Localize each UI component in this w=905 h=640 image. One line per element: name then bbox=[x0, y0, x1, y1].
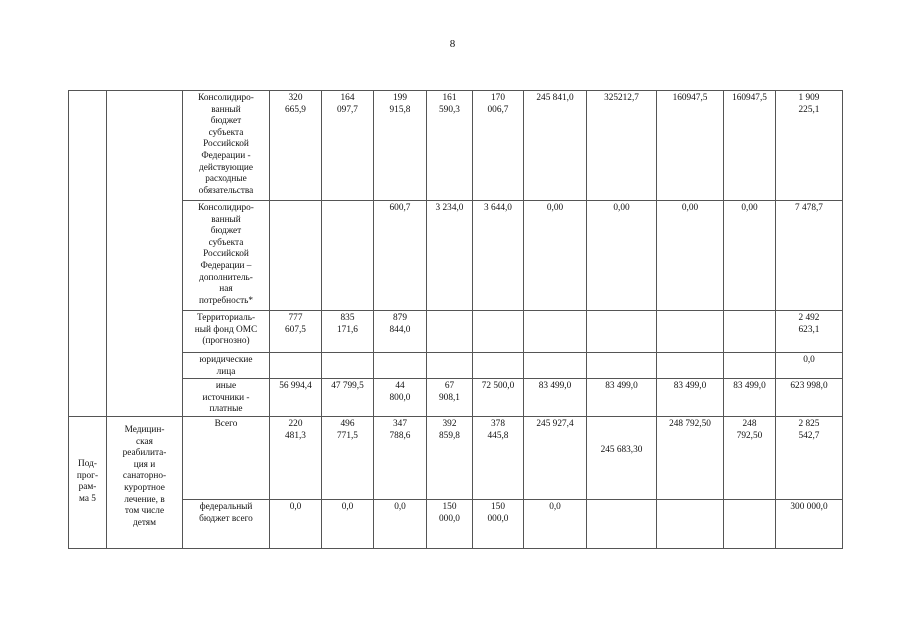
value-cell-line: 160947,5 bbox=[732, 93, 767, 103]
value-cell-line: 788,6 bbox=[389, 430, 411, 441]
value-cell-line: 47 799,5 bbox=[331, 381, 364, 392]
value-cell bbox=[374, 91, 427, 201]
value-cell-line: 378 bbox=[491, 418, 505, 429]
value-cell bbox=[587, 311, 657, 353]
subprogram-name-cell-line: реабилита- bbox=[122, 448, 167, 459]
value-cell-line: 2 825 bbox=[798, 418, 820, 429]
value-cell bbox=[776, 499, 843, 548]
value-cell-line: 0,0 bbox=[549, 501, 561, 512]
value-cell-line: 199 bbox=[393, 93, 407, 103]
value-cell bbox=[587, 201, 657, 311]
value-cell-line: 0,0 bbox=[289, 501, 302, 512]
subprogram-name-cell bbox=[107, 91, 183, 417]
value-cell-line: 225,1 bbox=[798, 104, 820, 115]
funding-source-cell-line: обязательства bbox=[198, 185, 254, 196]
value-cell-line: 83 499,0 bbox=[673, 381, 707, 392]
value-cell-line: 3 234,0 bbox=[435, 203, 464, 213]
value-cell-line: 248 792,50 bbox=[669, 418, 711, 429]
value-cell-line: 347 bbox=[393, 418, 407, 429]
value-cell-line: 859,8 bbox=[439, 430, 460, 441]
value-cell-line: 800,0 bbox=[389, 392, 411, 403]
funding-source-cell-line: платные bbox=[209, 404, 243, 415]
funding-source-cell-line: юридические bbox=[199, 355, 253, 365]
value-cell-line: 879 bbox=[393, 313, 407, 323]
funding-source-cell-line: федеральный bbox=[199, 501, 253, 512]
value-cell bbox=[724, 201, 776, 311]
value-cell bbox=[524, 201, 587, 311]
value-cell-line: 245 841,0 bbox=[536, 93, 574, 103]
value-cell-line: 160947,5 bbox=[672, 93, 708, 103]
subprogram-name-cell-line: ция и bbox=[133, 459, 156, 470]
subprogram-label-cell-line: рам- bbox=[78, 482, 97, 493]
value-cell-line: 300 000,0 bbox=[790, 501, 828, 512]
value-cell-line: 0,00 bbox=[613, 203, 630, 213]
funding-source-cell-line: дополнитель- bbox=[199, 272, 253, 283]
value-cell bbox=[524, 499, 587, 548]
value-cell bbox=[322, 416, 374, 499]
funding-source-cell-line: Российской bbox=[203, 249, 249, 260]
funding-source-cell-line: лица bbox=[216, 366, 236, 377]
value-cell-line: 83 499,0 bbox=[538, 381, 572, 392]
value-cell-line: 245 927,4 bbox=[536, 418, 574, 429]
value-cell bbox=[473, 379, 524, 417]
value-cell bbox=[473, 416, 524, 499]
funding-source-cell-line: (прогнозно) bbox=[202, 336, 250, 347]
program-cell bbox=[69, 91, 107, 417]
value-cell bbox=[374, 201, 427, 311]
value-cell-line: 325212,7 bbox=[604, 93, 639, 103]
funding-source-cell bbox=[183, 499, 270, 548]
value-cell-line: 623,1 bbox=[798, 324, 820, 335]
value-cell-line: 248 bbox=[742, 418, 757, 429]
value-cell bbox=[587, 379, 657, 417]
value-cell-line: 171,6 bbox=[337, 324, 358, 335]
value-cell bbox=[657, 379, 724, 417]
value-cell bbox=[524, 379, 587, 417]
value-cell bbox=[724, 379, 776, 417]
value-cell bbox=[657, 201, 724, 311]
subprogram-name-cell-line: лечение, в bbox=[124, 494, 165, 505]
funding-source-cell-line: ванный bbox=[211, 104, 241, 115]
value-cell bbox=[270, 379, 322, 417]
value-cell bbox=[374, 379, 427, 417]
value-cell bbox=[724, 91, 776, 201]
value-cell bbox=[374, 416, 427, 499]
value-cell-line: 496 bbox=[340, 418, 355, 429]
value-cell-line: 0,00 bbox=[546, 203, 564, 213]
value-cell bbox=[524, 311, 587, 353]
value-cell bbox=[587, 91, 657, 201]
subprogram-name-cell-line: Медицин- bbox=[124, 424, 165, 435]
subprogram-name-cell-line: санаторно- bbox=[122, 471, 167, 482]
value-cell bbox=[427, 499, 473, 548]
value-cell-line: 220 bbox=[288, 418, 303, 429]
funding-source-cell-line: бюджет bbox=[210, 226, 242, 237]
value-cell-line: 0,0 bbox=[803, 355, 815, 365]
value-cell bbox=[776, 311, 843, 353]
value-cell bbox=[724, 353, 776, 379]
value-cell bbox=[270, 499, 322, 548]
value-cell bbox=[776, 416, 843, 499]
value-cell-line: 0,00 bbox=[741, 203, 758, 213]
funding-source-cell bbox=[183, 311, 270, 353]
funding-source-cell-line: иные bbox=[215, 381, 237, 392]
value-cell bbox=[524, 353, 587, 379]
table-row bbox=[69, 201, 843, 311]
value-cell-line: 67 bbox=[444, 381, 455, 392]
value-cell-line: 097,7 bbox=[337, 104, 358, 115]
value-cell-line: 0,0 bbox=[341, 501, 354, 512]
value-cell bbox=[473, 201, 524, 311]
value-cell bbox=[322, 311, 374, 353]
funding-source-cell-line: Территориаль- bbox=[196, 313, 256, 323]
value-cell bbox=[657, 91, 724, 201]
value-cell bbox=[724, 416, 776, 499]
value-cell-line: 607,5 bbox=[285, 324, 306, 335]
value-cell-line: 72 500,0 bbox=[481, 381, 515, 392]
funding-source-cell-line: Консолидиро- bbox=[198, 93, 254, 103]
subprogram-label-cell bbox=[69, 416, 107, 548]
value-cell-line: 83 499,0 bbox=[733, 381, 766, 392]
value-cell bbox=[587, 353, 657, 379]
budget-table bbox=[68, 90, 843, 549]
value-cell-line: 915,8 bbox=[389, 104, 411, 115]
value-cell-line: 392 bbox=[442, 418, 457, 429]
value-cell bbox=[322, 499, 374, 548]
table-row bbox=[69, 416, 843, 499]
value-cell-line: 835 bbox=[340, 313, 355, 323]
value-cell-line: 000,0 bbox=[439, 513, 460, 524]
value-cell bbox=[270, 201, 322, 311]
value-cell-line: 908,1 bbox=[439, 392, 460, 403]
subprogram-name-cell-line: детям bbox=[133, 517, 156, 528]
value-cell bbox=[776, 91, 843, 201]
value-cell-line: 161 bbox=[442, 93, 457, 103]
value-cell-line: 844,0 bbox=[389, 324, 411, 335]
value-cell-line: 150 bbox=[491, 501, 505, 512]
value-cell-line: 0,00 bbox=[681, 203, 699, 213]
funding-source-cell bbox=[183, 91, 270, 201]
subprogram-name-cell-line: курортное bbox=[124, 482, 165, 493]
value-cell-line: 164 bbox=[340, 93, 355, 103]
value-cell bbox=[587, 499, 657, 548]
value-cell-line: 3 644,0 bbox=[484, 203, 512, 213]
table-row bbox=[69, 91, 843, 201]
value-cell bbox=[776, 201, 843, 311]
funding-source-cell-line: Федерации – bbox=[200, 260, 252, 271]
table-row bbox=[69, 311, 843, 353]
table-row bbox=[69, 353, 843, 379]
value-cell-line: 542,7 bbox=[798, 430, 820, 441]
value-cell bbox=[776, 379, 843, 417]
funding-source-cell-line: потребность* bbox=[198, 295, 254, 306]
value-cell bbox=[427, 379, 473, 417]
value-cell-line: 777 bbox=[288, 313, 303, 323]
page-number: 8 bbox=[449, 38, 456, 50]
funding-source-cell-line: Всего bbox=[214, 418, 238, 429]
value-cell bbox=[270, 416, 322, 499]
value-cell-line: 245 683,30 bbox=[600, 444, 643, 455]
funding-source-cell-line: Консолидиро- bbox=[198, 203, 254, 213]
funding-source-cell bbox=[183, 379, 270, 417]
value-cell-line: 0,0 bbox=[394, 501, 406, 512]
value-cell-line: 600,7 bbox=[389, 203, 411, 213]
value-cell bbox=[322, 379, 374, 417]
value-cell bbox=[724, 499, 776, 548]
value-cell bbox=[427, 416, 473, 499]
subprogram-name-cell-line: том числе bbox=[124, 506, 165, 517]
funding-source-cell-line: ная bbox=[219, 284, 233, 295]
value-cell bbox=[524, 416, 587, 499]
subprogram-name-cell bbox=[107, 416, 183, 548]
table-row bbox=[69, 499, 843, 548]
value-cell bbox=[473, 91, 524, 201]
value-cell-line: 481,3 bbox=[285, 430, 306, 441]
value-cell bbox=[374, 499, 427, 548]
value-cell-line: 320 bbox=[288, 93, 303, 103]
value-cell bbox=[322, 353, 374, 379]
funding-source-cell-line: бюджет bbox=[210, 116, 242, 127]
funding-source-cell-line: ванный bbox=[211, 214, 241, 225]
funding-source-cell-line: Российской bbox=[203, 139, 249, 150]
value-cell bbox=[427, 201, 473, 311]
value-cell-line: 623 998,0 bbox=[790, 381, 828, 392]
funding-source-cell bbox=[183, 353, 270, 379]
value-cell-line: 771,5 bbox=[337, 430, 358, 441]
value-cell bbox=[322, 91, 374, 201]
subprogram-label-cell-line: ма 5 bbox=[79, 494, 96, 505]
value-cell bbox=[473, 311, 524, 353]
value-cell bbox=[427, 91, 473, 201]
value-cell-line: 792,50 bbox=[736, 430, 763, 441]
funding-source-cell-line: Федерации - bbox=[201, 150, 251, 161]
funding-source-cell-line: источники - bbox=[202, 392, 250, 403]
value-cell bbox=[657, 499, 724, 548]
value-cell-line: 56 994,4 bbox=[279, 381, 312, 392]
subprogram-name-cell-line: ская bbox=[136, 436, 153, 447]
value-cell bbox=[776, 353, 843, 379]
funding-source-cell-line: расходные bbox=[205, 174, 247, 185]
value-cell bbox=[657, 311, 724, 353]
value-cell-line: 445,8 bbox=[487, 430, 509, 441]
value-cell-line: 000,0 bbox=[487, 513, 509, 524]
funding-source-cell-line: ный фонд ОМС bbox=[194, 324, 258, 335]
value-cell bbox=[270, 353, 322, 379]
value-cell-line: 1 909 bbox=[798, 93, 820, 103]
value-cell bbox=[374, 311, 427, 353]
funding-source-cell-line: бюджет всего bbox=[199, 513, 253, 524]
value-cell bbox=[374, 353, 427, 379]
value-cell-line: 83 499,0 bbox=[605, 381, 638, 392]
value-cell bbox=[587, 416, 657, 499]
value-cell bbox=[524, 91, 587, 201]
value-cell bbox=[473, 499, 524, 548]
value-cell bbox=[724, 311, 776, 353]
value-cell bbox=[270, 91, 322, 201]
funding-source-cell bbox=[183, 201, 270, 311]
subprogram-label-cell-line: прог- bbox=[76, 470, 99, 481]
table-row bbox=[69, 379, 843, 417]
value-cell-line: 170 bbox=[491, 93, 505, 103]
value-cell bbox=[657, 416, 724, 499]
subprogram-label-cell-line: Под- bbox=[78, 459, 97, 470]
funding-source-cell-line: субъекта bbox=[208, 237, 244, 248]
value-cell-line: 006,7 bbox=[487, 104, 509, 115]
value-cell-line: 590,3 bbox=[439, 104, 460, 115]
funding-source-cell-line: действующие bbox=[199, 162, 253, 173]
value-cell-line: 665,9 bbox=[285, 104, 306, 115]
value-cell bbox=[322, 201, 374, 311]
value-cell bbox=[657, 353, 724, 379]
value-cell bbox=[427, 353, 473, 379]
value-cell-line: 44 bbox=[395, 381, 405, 392]
value-cell bbox=[427, 311, 473, 353]
value-cell bbox=[473, 353, 524, 379]
value-cell-line: 150 bbox=[442, 501, 457, 512]
value-cell-line: 7 478,7 bbox=[795, 203, 823, 213]
value-cell-line: 2 492 bbox=[798, 313, 820, 323]
value-cell bbox=[270, 311, 322, 353]
funding-source-cell-line: субъекта bbox=[208, 127, 244, 138]
funding-source-cell bbox=[183, 416, 270, 499]
